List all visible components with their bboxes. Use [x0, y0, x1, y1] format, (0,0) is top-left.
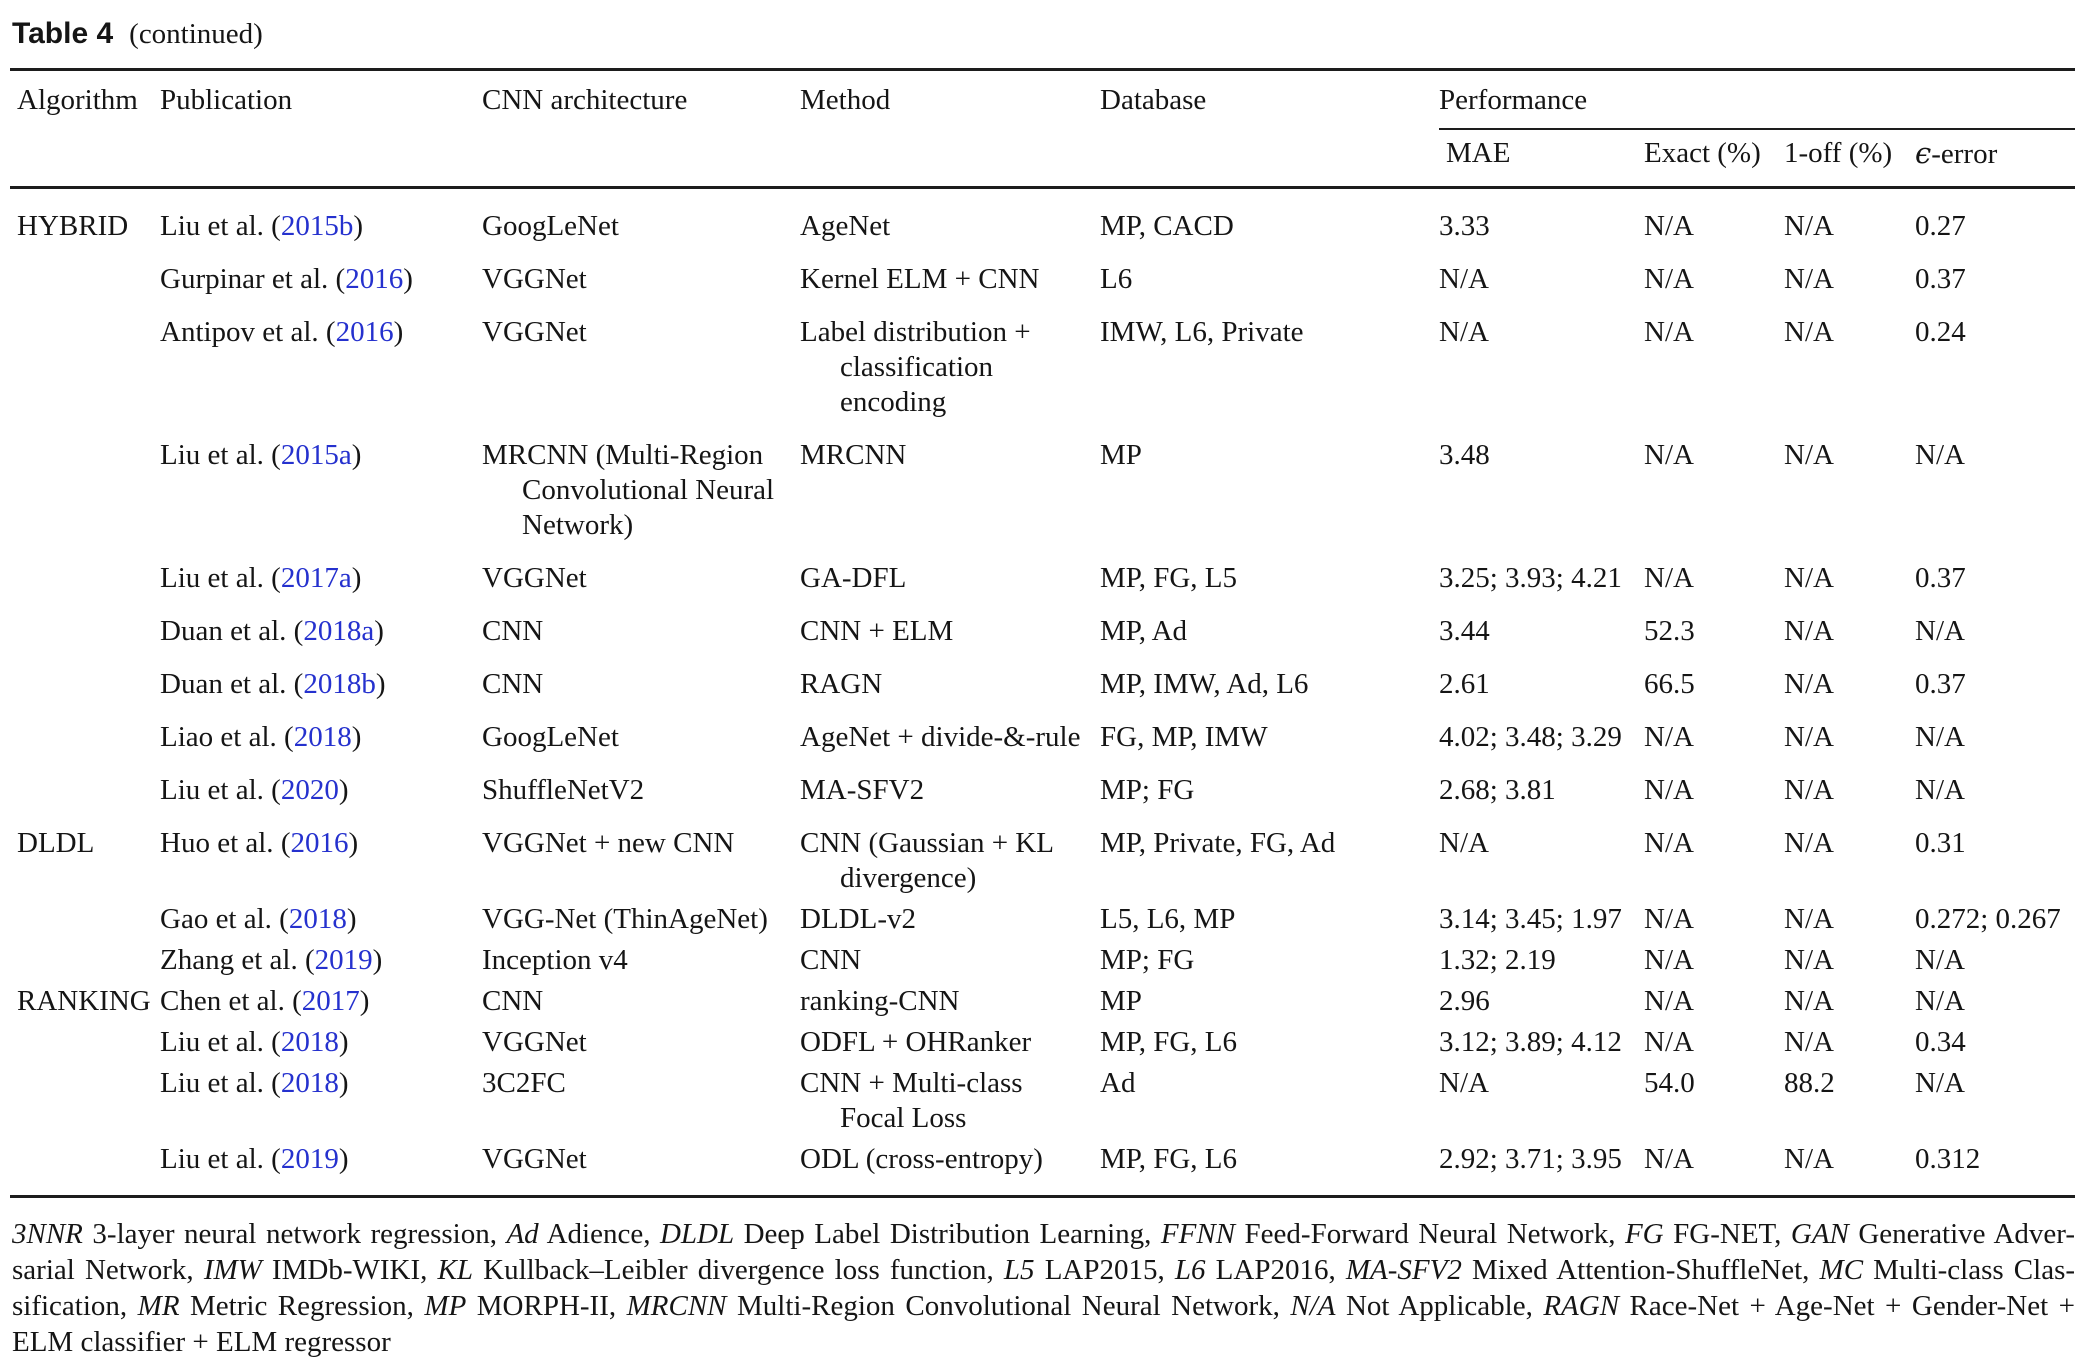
publication-author: Liu et al.: [160, 439, 272, 471]
cell-database: MP, FG, L6: [1100, 1142, 1439, 1197]
cell-mae: 2.96: [1439, 985, 1490, 1017]
cell-eps-error: N/A: [1915, 985, 1965, 1017]
footnote-line: [12, 1252, 2075, 1288]
cell-publication: [160, 614, 482, 667]
footnote-text: Multi-class Clas-: [1863, 1254, 2076, 1286]
cell-mae: 2.68; 3.81: [1439, 774, 1556, 806]
cell-database: MP, IMW, Ad, L6: [1100, 668, 1309, 700]
cell-exact: N/A: [1644, 562, 1694, 594]
publication-author: Chen et al.: [160, 985, 293, 1017]
cell-exact: N/A: [1644, 210, 1694, 242]
table-caption-continued: (continued): [129, 18, 263, 50]
paren-close: ): [338, 1143, 349, 1175]
paren-open: (: [271, 1143, 281, 1175]
epsilon-symbol: ϵ: [1915, 136, 1932, 170]
cell-algorithm-group: [10, 614, 160, 667]
cell-algorithm-group: [10, 1066, 160, 1142]
citation-year-link[interactable]: 2018b: [303, 668, 376, 700]
cell-exact: 52.3: [1644, 615, 1695, 647]
table-row: [10, 315, 2075, 438]
cell-1off: N/A: [1784, 774, 1834, 806]
cell-exact: 54.0: [1644, 1067, 1695, 1099]
cell-method: GA-DFL: [800, 562, 907, 594]
cell-database: MP, FG, L5: [1100, 562, 1237, 594]
cell-publication: [160, 315, 482, 438]
cell-exact: N/A: [1644, 774, 1694, 806]
col-header-eps-error: [1915, 129, 2075, 188]
cell-mae: 1.32; 2.19: [1439, 944, 1556, 976]
cell-cnn-architecture: CNN: [482, 985, 544, 1017]
cell-database: Ad: [1100, 1067, 1136, 1099]
cell-mae: 3.14; 3.45; 1.97: [1439, 903, 1622, 935]
footnote-text: sification,: [12, 1290, 138, 1322]
publication-author: Huo et al.: [160, 827, 281, 859]
cell-mae: 4.02; 3.48; 3.29: [1439, 721, 1622, 753]
paren-open: (: [293, 615, 304, 647]
cell-eps-error: N/A: [1915, 1067, 1965, 1099]
table-row: [10, 188, 2075, 263]
cell-database: MP, Ad: [1100, 615, 1188, 647]
cell-1off: N/A: [1784, 944, 1834, 976]
footnote-line: [12, 1216, 2075, 1252]
cell-algorithm-group: [10, 315, 160, 438]
cell-algorithm-group: [10, 262, 160, 315]
cell-eps-error: 0.272; 0.267: [1915, 903, 2061, 935]
cell-1off: N/A: [1784, 1026, 1834, 1058]
publication-author: Liao et al.: [160, 721, 285, 753]
cell-cnn-architecture: ShuffleNetV2: [482, 774, 645, 806]
cell-database: MP; FG: [1100, 774, 1195, 806]
cell-cnn-architecture: VGG-Net (ThinAgeNet): [482, 903, 768, 935]
footnote-abbreviation: MP: [424, 1290, 467, 1322]
cell-1off: N/A: [1784, 210, 1834, 242]
footnote-abbreviation: GAN: [1790, 1218, 1849, 1250]
cell-exact: N/A: [1644, 721, 1694, 753]
citation-year-link[interactable]: 2017: [301, 985, 360, 1017]
cell-method: CNN + Multi-class Focal Loss: [800, 1067, 1023, 1134]
citation-year-link[interactable]: 2016: [345, 263, 404, 295]
cell-publication: [160, 188, 482, 263]
paren-close: ): [338, 1067, 349, 1099]
cell-cnn-architecture: VGGNet: [482, 562, 587, 594]
table-row: [10, 1025, 2075, 1066]
footnote-text: ELM classifier + ELM regressor: [12, 1326, 391, 1358]
cell-method: Kernel ELM + CNN: [800, 263, 1040, 295]
cell-publication: [160, 1025, 482, 1066]
publication-author: Liu et al.: [160, 774, 272, 806]
footnote-abbreviation: FFNN: [1160, 1218, 1236, 1250]
cell-eps-error: 0.34: [1915, 1026, 1966, 1058]
cell-method: AgeNet: [800, 210, 891, 242]
cell-1off: N/A: [1784, 316, 1834, 348]
table-row: [10, 614, 2075, 667]
cell-publication: [160, 826, 482, 902]
citation-year-link[interactable]: 2018: [288, 903, 347, 935]
cell-publication: [160, 773, 482, 826]
publication-author: Liu et al.: [160, 1026, 272, 1058]
cell-1off: N/A: [1784, 721, 1834, 753]
col-header-mae: MAE: [1439, 129, 1644, 188]
cell-exact: N/A: [1644, 944, 1694, 976]
cell-1off: N/A: [1784, 985, 1834, 1017]
cell-exact: N/A: [1644, 316, 1694, 348]
cell-publication: [160, 1142, 482, 1197]
cell-publication: [160, 943, 482, 984]
cell-database: MP, Private, FG, Ad: [1100, 827, 1336, 859]
paren-close: ): [338, 1026, 349, 1058]
publication-author: Duan et al.: [160, 668, 294, 700]
citation-year-link[interactable]: 2018: [280, 1026, 339, 1058]
paren-open: (: [304, 944, 315, 976]
cell-database: IMW, L6, Private: [1100, 316, 1304, 348]
footnote-abbreviation: MC: [1819, 1254, 1864, 1286]
paren-open: (: [279, 903, 289, 935]
cell-algorithm-group: [10, 720, 160, 773]
citation-year-link[interactable]: 2015a: [280, 439, 352, 471]
cell-1off: N/A: [1784, 263, 1834, 295]
cell-1off: N/A: [1784, 668, 1834, 700]
cell-algorithm-group: DLDL: [17, 827, 95, 859]
citation-year-link[interactable]: 2018: [280, 1067, 339, 1099]
cell-eps-error: 0.24: [1915, 316, 1966, 348]
cell-cnn-architecture: Inception v4: [482, 944, 628, 976]
cell-algorithm-group: [10, 902, 160, 943]
cell-eps-error: 0.27: [1915, 210, 1966, 242]
footnote-text: Race-Net + Age-Net + Gender-Net +: [1619, 1290, 2076, 1322]
table-row: [10, 826, 2075, 902]
footnote-abbreviation: DLDL: [659, 1218, 735, 1250]
publication-author: Liu et al.: [160, 1143, 272, 1175]
cell-1off: N/A: [1784, 439, 1834, 471]
cell-algorithm-group: [10, 1142, 160, 1197]
cell-method: CNN (Gaussian + KL divergence): [800, 827, 1053, 894]
publication-author: Duan et al.: [160, 615, 294, 647]
cell-exact: N/A: [1644, 903, 1694, 935]
paren-open: (: [271, 439, 281, 471]
cell-exact: N/A: [1644, 1142, 1784, 1197]
footnote-text: LAP2015,: [1034, 1254, 1175, 1286]
table-row: [10, 561, 2075, 614]
cell-publication: [160, 262, 482, 315]
table-header: [10, 70, 2075, 188]
cell-method: MA-SFV2: [800, 774, 925, 806]
cell-publication: [160, 1066, 482, 1142]
eps-error-suffix: -error: [1931, 138, 1998, 170]
footnote-text: MORPH-II,: [466, 1290, 627, 1322]
table-row: [10, 773, 2075, 826]
cell-publication: [160, 561, 482, 614]
cell-mae: N/A: [1439, 263, 1489, 295]
cell-publication: [160, 984, 482, 1025]
paren-close: ): [372, 944, 383, 976]
cell-method: ODL (cross-entropy): [800, 1142, 1100, 1197]
paren-close: ): [353, 210, 363, 242]
footnote-abbreviation: FG: [1624, 1218, 1664, 1250]
paren-close: ): [359, 985, 370, 1017]
cell-mae: 2.92; 3.71; 3.95: [1439, 1142, 1644, 1197]
citation-year-link[interactable]: 2020: [280, 774, 339, 806]
cell-publication: [160, 667, 482, 720]
col-header-performance: Performance: [1439, 70, 2075, 130]
cell-eps-error: N/A: [1915, 774, 1965, 806]
paren-open: (: [335, 263, 346, 295]
footnote-text: Multi-Region Convolutional Neural Network,: [726, 1290, 1291, 1322]
cell-method: Label distribution + classification encoding: [800, 316, 1031, 418]
paren-close: ): [375, 668, 386, 700]
paren-open: (: [325, 316, 336, 348]
footnote-text: FG-NET,: [1663, 1218, 1791, 1250]
table-row: [10, 984, 2075, 1025]
footnote-text: Metric Regression,: [179, 1290, 425, 1322]
cell-algorithm-group: [10, 667, 160, 720]
cell-eps-error: N/A: [1915, 944, 1965, 976]
paren-close: ): [351, 562, 362, 594]
cell-exact: 66.5: [1644, 668, 1695, 700]
cell-algorithm-group: [10, 561, 160, 614]
cell-cnn-architecture: VGGNet: [482, 1026, 587, 1058]
paren-close: ): [351, 439, 362, 471]
citation-year-link[interactable]: 2017a: [280, 562, 352, 594]
publication-author: Gao et al.: [160, 903, 280, 935]
performance-comparison-table: [10, 68, 2075, 1198]
citation-year-link[interactable]: 2016: [290, 827, 349, 859]
cell-algorithm-group: [10, 438, 160, 561]
cell-method: AgeNet + divide-&-rule: [800, 721, 1081, 753]
cell-eps-error: N/A: [1915, 615, 1965, 647]
cell-cnn-architecture: VGGNet: [482, 316, 587, 348]
table-row: [10, 902, 2075, 943]
cell-cnn-architecture: VGGNet: [482, 263, 587, 295]
footnote-text: Generative Adver-: [1848, 1218, 2075, 1250]
citation-year-link[interactable]: 2019: [314, 944, 373, 976]
cell-exact: N/A: [1644, 263, 1694, 295]
table-row: [10, 438, 2075, 561]
cell-1off: N/A: [1784, 562, 1834, 594]
cell-database: MP, FG, L6: [1100, 1026, 1237, 1058]
publication-author: Gurpinar et al.: [160, 263, 336, 295]
cell-database: FG, MP, IMW: [1100, 721, 1268, 753]
cell-method: DLDL-v2: [800, 903, 916, 935]
publication-author: Liu et al.: [160, 562, 272, 594]
cell-method: ODFL + OHRanker: [800, 1026, 1032, 1058]
cell-database: MP, CACD: [1100, 210, 1234, 242]
col-header-algorithm: Algorithm: [10, 70, 160, 188]
col-header-exact: Exact (%): [1644, 129, 1784, 188]
paren-close: ): [351, 721, 362, 753]
cell-algorithm-group: [10, 1025, 160, 1066]
cell-eps-error: N/A: [1915, 721, 1965, 753]
cell-exact: N/A: [1644, 827, 1694, 859]
footnote-abbreviation: 3NNR: [12, 1218, 83, 1250]
footnote-line: [12, 1324, 2075, 1360]
cell-cnn-architecture: VGGNet: [482, 1142, 800, 1197]
cell-cnn-architecture: CNN: [482, 668, 544, 700]
cell-mae: 3.48: [1439, 439, 1490, 471]
table-caption-label: Table 4: [12, 17, 114, 50]
cell-1off: N/A: [1784, 827, 1834, 859]
footnote-abbreviation: L5: [1003, 1254, 1035, 1286]
col-header-1off: 1-off (%): [1784, 129, 1915, 188]
footnote-text: IMDb-WIKI,: [261, 1254, 438, 1286]
cell-cnn-architecture: VGGNet + new CNN: [482, 827, 735, 859]
footnote-abbreviation: IMW: [203, 1254, 262, 1286]
paren-open: (: [293, 668, 304, 700]
cell-mae: 3.44: [1439, 615, 1490, 647]
cell-database: L6: [1100, 263, 1133, 295]
paren-open: (: [271, 1067, 281, 1099]
paren-close: ): [338, 774, 349, 806]
cell-eps-error: 0.31: [1915, 827, 1966, 859]
col-header-cnn-architecture: CNN architecture: [482, 70, 800, 188]
paren-open: (: [271, 210, 281, 242]
cell-method: RAGN: [800, 668, 883, 700]
cell-1off: N/A: [1784, 903, 1834, 935]
citation-year-link[interactable]: 2019: [280, 1143, 339, 1175]
col-header-database: Database: [1100, 70, 1439, 188]
cell-mae: 2.61: [1439, 668, 1490, 700]
cell-eps-error: 0.37: [1915, 668, 1966, 700]
table-row: [10, 720, 2075, 773]
footnote-text: Not Applicable,: [1335, 1290, 1544, 1322]
cell-method: CNN + ELM: [800, 615, 954, 647]
cell-mae: N/A: [1439, 827, 1489, 859]
footnote-abbreviation: KL: [437, 1254, 473, 1286]
paren-open: (: [271, 562, 281, 594]
cell-eps-error: N/A: [1915, 439, 1965, 471]
cell-mae: 3.33: [1439, 210, 1490, 242]
cell-cnn-architecture: GoogLeNet: [482, 210, 619, 242]
table-body: [10, 188, 2075, 1197]
cell-method: CNN: [800, 944, 862, 976]
cell-eps-error: 0.37: [1915, 263, 1966, 295]
paren-open: (: [271, 774, 281, 806]
footnote-text: 3-layer neural network regression,: [82, 1218, 507, 1250]
paren-open: (: [284, 721, 294, 753]
paren-close: ): [346, 903, 357, 935]
cell-mae: N/A: [1439, 316, 1489, 348]
table-row: [10, 1142, 2075, 1197]
cell-eps-error: 0.37: [1915, 562, 1966, 594]
citation-year-link[interactable]: 2018: [293, 721, 352, 753]
cell-cnn-architecture: 3C2FC: [482, 1067, 566, 1099]
col-header-method: Method: [800, 70, 1100, 188]
publication-author: Antipov et al.: [160, 316, 326, 348]
footnote-line: [12, 1288, 2075, 1324]
footnote-abbreviation: N/A: [1290, 1290, 1336, 1322]
cell-cnn-architecture: MRCNN (Multi-Region Convolutional Neural Network): [482, 439, 775, 541]
table-footnote: [12, 1216, 2075, 1360]
citation-year-link[interactable]: 2016: [335, 316, 394, 348]
paren-open: (: [292, 985, 302, 1017]
cell-database: L5, L6, MP: [1100, 903, 1236, 935]
cell-eps-error: 0.312: [1915, 1142, 2075, 1197]
cell-mae: 3.25; 3.93; 4.21: [1439, 562, 1622, 594]
cell-cnn-architecture: GoogLeNet: [482, 721, 619, 753]
cell-algorithm-group: [10, 773, 160, 826]
cell-exact: N/A: [1644, 1026, 1694, 1058]
cell-publication: [160, 902, 482, 943]
paren-close: ): [374, 615, 384, 647]
publication-author: Liu et al.: [160, 210, 272, 242]
col-header-publication: Publication: [160, 70, 482, 188]
footnote-text: Mixed Attention-ShuffleNet,: [1461, 1254, 1820, 1286]
footnote-abbreviation: MRCNN: [626, 1290, 727, 1322]
publication-author: Zhang et al.: [160, 944, 305, 976]
table-row: [10, 943, 2075, 984]
paren-open: (: [280, 827, 291, 859]
cell-method: ranking-CNN: [800, 985, 960, 1017]
table-row: [10, 1066, 2075, 1142]
cell-database: MP: [1100, 985, 1142, 1017]
citation-year-link[interactable]: 2018a: [303, 615, 375, 647]
cell-method: MRCNN: [800, 439, 907, 471]
footnote-text: Kullback–Leibler divergence loss function,: [472, 1254, 1004, 1286]
cell-publication: [160, 720, 482, 773]
cell-1off: N/A: [1784, 615, 1834, 647]
paren-close: ): [348, 827, 359, 859]
cell-algorithm-group: [10, 943, 160, 984]
cell-algorithm-group: RANKING: [17, 985, 151, 1017]
table-caption: [12, 16, 2075, 52]
paren-close: ): [393, 316, 404, 348]
footnote-text: LAP2016,: [1205, 1254, 1346, 1286]
cell-publication: [160, 438, 482, 561]
publication-author: Liu et al.: [160, 1067, 272, 1099]
footnote-abbreviation: Ad: [506, 1218, 539, 1250]
citation-year-link[interactable]: 2015b: [280, 210, 354, 242]
footnote-abbreviation: L6: [1174, 1254, 1206, 1286]
table-row: [10, 667, 2075, 720]
paren-close: ): [403, 263, 413, 295]
footnote-abbreviation: MA-SFV2: [1345, 1254, 1462, 1286]
footnote-abbreviation: RAGN: [1543, 1290, 1620, 1322]
paren-open: (: [271, 1026, 281, 1058]
cell-mae: 3.12; 3.89; 4.12: [1439, 1026, 1622, 1058]
cell-database: MP: [1100, 439, 1142, 471]
cell-database: MP; FG: [1100, 944, 1195, 976]
cell-1off: N/A: [1784, 1142, 1915, 1197]
cell-cnn-architecture: CNN: [482, 615, 544, 647]
cell-1off: 88.2: [1784, 1067, 1835, 1099]
footnote-text: Feed-Forward Neural Network,: [1235, 1218, 1625, 1250]
cell-exact: N/A: [1644, 985, 1694, 1017]
footnote-text: Deep Label Distribution Learning,: [734, 1218, 1161, 1250]
cell-mae: N/A: [1439, 1067, 1489, 1099]
table-row: [10, 262, 2075, 315]
cell-exact: N/A: [1644, 439, 1694, 471]
footnote-abbreviation: MR: [137, 1290, 180, 1322]
cell-algorithm-group: HYBRID: [17, 210, 129, 242]
footnote-text: sarial Network,: [12, 1254, 204, 1286]
footnote-text: Adience,: [538, 1218, 660, 1250]
